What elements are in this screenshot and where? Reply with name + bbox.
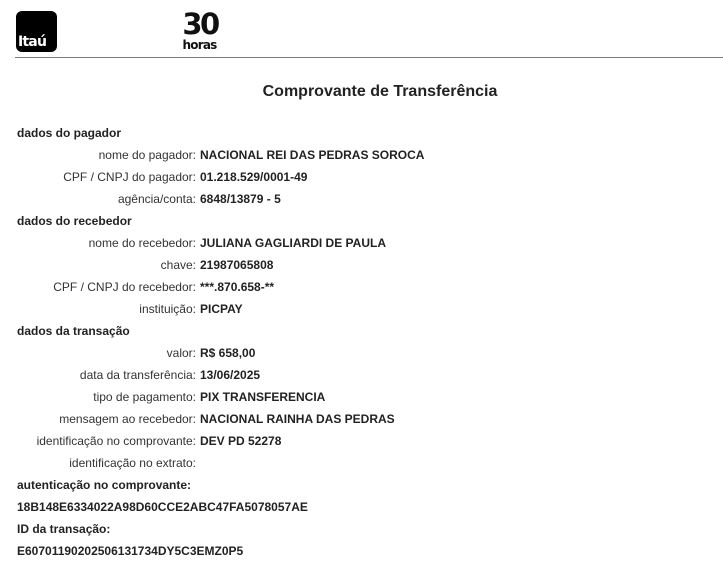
field-row-cpf-cnpj-recebedor [0,276,723,298]
field-label: instituição: [139,302,196,316]
field-label: valor: [166,346,196,360]
field-value: R$ 658,00 [200,346,256,360]
field-label: identificação no comprovante: [36,434,196,448]
field-row-data-transferencia [0,364,723,386]
field-label: CPF / CNPJ do recebedor: [53,280,196,294]
section-heading-pagador: dados do pagador [17,126,122,140]
field-row-nome-recebedor [0,232,723,254]
field-label: CPF / CNPJ do pagador: [63,170,196,184]
30-horas-logo [179,7,225,54]
field-value: 6848/13879 - 5 [200,192,281,206]
field-row-mensagem [0,408,723,430]
field-value: DEV PD 52278 [200,434,282,448]
field-label: nome do pagador: [98,148,196,162]
field-row-chave [0,254,723,276]
field-row-agencia-conta [0,188,723,210]
page-title: Comprovante de Transferência [262,83,498,100]
field-label: identificação no extrato: [69,456,196,470]
authentication-code: 18B148E6334022A98D60CCE2ABC47FA5078057AE [17,500,308,514]
authentication-label: autenticação no comprovante: [17,478,192,492]
section-heading-transacao: dados da transação [17,324,130,338]
itau-logo [16,11,57,52]
transaction-id-label: ID da transação: [17,522,111,536]
field-label: nome do recebedor: [88,236,196,250]
field-row-instituicao [0,298,723,320]
field-row-identificacao-comprovante [0,430,723,452]
30-horas-number: 30 [182,7,218,41]
section-heading-recebedor: dados do recebedor [17,214,132,228]
receipt-body [0,122,723,562]
header [0,0,723,58]
field-row-identificacao-extrato [0,452,723,474]
field-value: PICPAY [200,302,243,316]
field-row-valor [0,342,723,364]
field-value: 13/06/2025 [200,368,261,382]
field-label: data da transferência: [79,368,196,382]
transaction-id-value: E60701190202506131734DY5C3EMZ0P5 [17,544,244,558]
field-value: 21987065808 [200,258,274,272]
field-value: JULIANA GAGLIARDI DE PAULA [200,236,386,250]
field-value: PIX TRANSFERENCIA [200,390,326,404]
field-label: chave: [160,258,196,272]
header-divider [15,57,723,58]
field-label: tipo de pagamento: [93,390,196,404]
field-value: ***.870.658-** [200,280,275,294]
field-label: mensagem ao recebedor: [59,412,196,426]
field-label: agência/conta: [117,192,196,206]
field-row-cpf-cnpj-pagador [0,166,723,188]
field-row-tipo-pagamento [0,386,723,408]
field-row-nome-pagador [0,144,723,166]
field-value: 01.218.529/0001-49 [200,170,308,184]
itau-logo-text: Itaú [18,34,47,50]
30-horas-word: horas [182,38,217,52]
field-value: NACIONAL RAINHA DAS PEDRAS [200,412,395,426]
field-value: NACIONAL REI DAS PEDRAS SOROCA [200,148,425,162]
